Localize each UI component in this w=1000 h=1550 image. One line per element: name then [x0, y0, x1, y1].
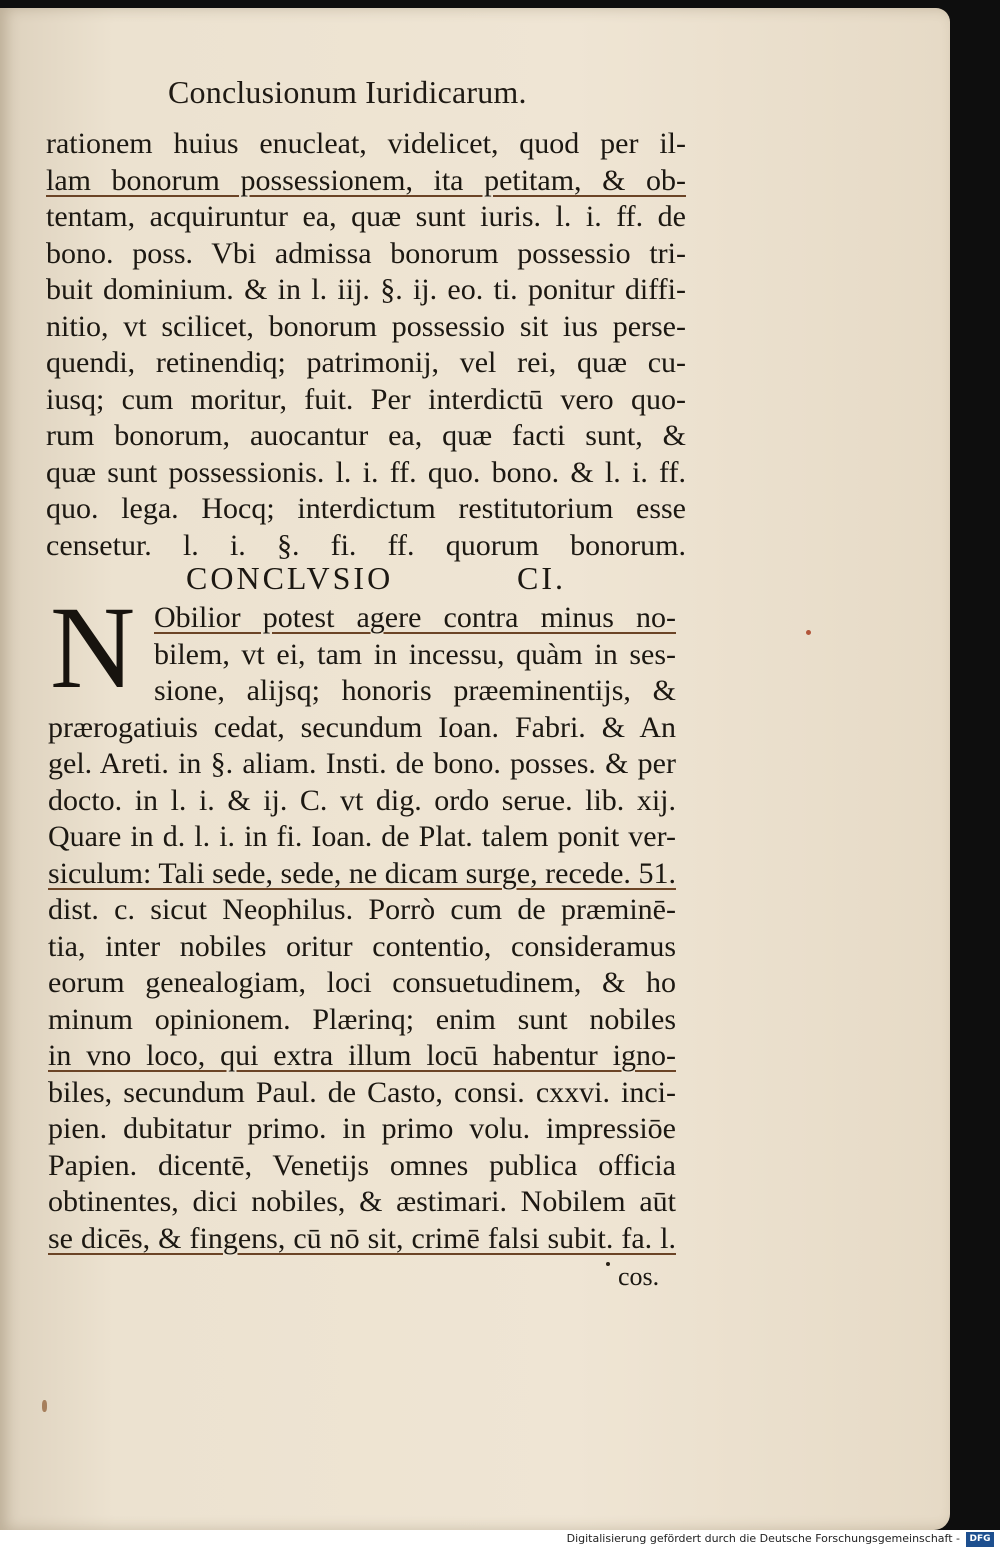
text-line: pien. dubitatur primo. in primo volu. impressiōe [48, 1112, 676, 1145]
section-heading [186, 560, 566, 597]
text-line: Obilior potest agere contra minus no- [154, 601, 676, 634]
text-line: Papien. dicentē, Venetijs omnes publica officia [48, 1148, 676, 1182]
text-line: bono. poss. Vbi admissa bonorum possessio tri- [46, 236, 686, 270]
ink-spot [806, 630, 811, 635]
footer-credit: Digitalisierung gefördert durch die Deutsche Forschungsgemeinschaft - [566, 1532, 960, 1545]
running-header: Conclusionum Iuridicarum. [168, 74, 527, 110]
text-line: iusq; cum moritur, fuit. Per interdictū vero quo- [46, 382, 686, 416]
text-line: rationem huius enucleat, videlicet, quod per il- [46, 127, 686, 160]
text-line: nitio, vt scilicet, bonorum possessio sit ius perse- [46, 309, 686, 343]
paragraph-1 [46, 126, 686, 564]
text-line: minum opinionem. Plærinq; enim sunt nobiles [48, 1002, 676, 1036]
text-line: prærogatiuis cedat, secundum Ioan. Fabri. & An [48, 710, 676, 744]
text-line: gel. Areti. in §. aliam. Insti. de bono. posses. & per [48, 747, 676, 780]
text-line: quo. lega. Hocq; interdictum restitutorium esse [46, 492, 686, 525]
footer-bar [0, 1530, 1000, 1550]
text-line: censetur. l. i. §. fi. ff. quorum bonorum. [46, 528, 686, 562]
catchword: cos. [618, 1262, 660, 1291]
heading-number: CI. [517, 560, 566, 596]
text-line: quæ sunt possessionis. l. i. ff. quo. bono. & l. i. ff. [46, 455, 686, 489]
text-line: obtinentes, dici nobiles, & æstimari. Nobilem aūt [48, 1185, 676, 1218]
text-line: lam bonorum possessionem, ita petitam, & ob- [46, 163, 686, 197]
text-line: sione, alijsq; honoris præeminentijs, & [154, 674, 676, 707]
paragraph-2 [48, 582, 676, 1257]
text-line: rum bonorum, auocantur ea, quæ facti sunt, & [46, 419, 686, 452]
text-line: buit dominium. & in l. iij. §. ij. eo. ti. ponitur diffi- [46, 273, 686, 306]
text-line: in vno loco, qui extra illum locū habentur igno- [48, 1039, 676, 1072]
heading-word: CONCLVSIO [186, 560, 394, 596]
text-line: se dicēs, & fingens, cū nō sit, crimē falsi subit. fa. l. [48, 1221, 676, 1255]
dfg-logo-icon: DFG [966, 1532, 994, 1547]
text-line: eorum genealogiam, loci consuetudinem, & ho [48, 966, 676, 999]
text-line: docto. in l. i. & ij. C. vt dig. ordo serue. lib. xij. [48, 783, 676, 817]
text-line: bilem, vt ei, tam in incessu, quàm in ses- [154, 637, 676, 671]
text-line: Quare in d. l. i. in fi. Ioan. de Plat. talem ponit ver- [48, 820, 676, 853]
drop-cap-initial: N [50, 582, 136, 713]
text-line: siculum: Tali sede, sede, ne dicam surge, recede. 51. [48, 856, 676, 890]
text-line: biles, secundum Paul. de Casto, consi. cxxvi. inci- [48, 1075, 676, 1109]
ink-smudge [42, 1400, 47, 1412]
text-line: quendi, retinendiq; patrimonij, vel rei, quæ cu- [46, 346, 686, 379]
dot-mark [606, 1262, 610, 1266]
text-line: tia, inter nobiles oritur contentio, consideramus [48, 929, 676, 963]
text-line: tentam, acquiruntur ea, quæ sunt iuris. l. i. ff. de [46, 200, 686, 233]
text-line: dist. c. sicut Neophilus. Porrò cum de præminē- [48, 893, 676, 926]
